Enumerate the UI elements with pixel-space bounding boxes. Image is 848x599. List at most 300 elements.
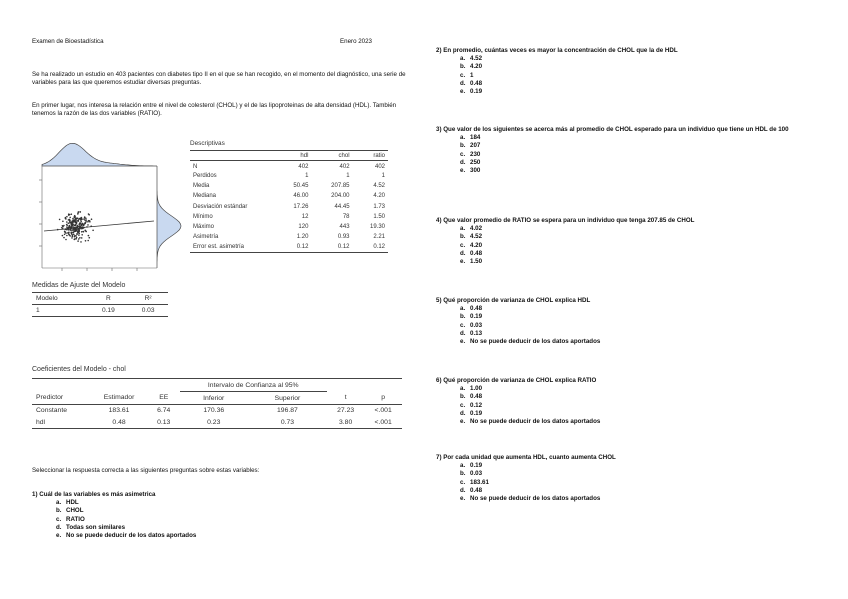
desc-row-label: Mediana — [193, 193, 217, 200]
desc-cell: 1 — [381, 172, 385, 179]
answer-option — [56, 499, 412, 507]
answer-option — [460, 322, 826, 330]
descriptives-table — [190, 140, 388, 253]
option-text: 0.19 — [470, 409, 483, 417]
fit-cell-r2: 0.03 — [128, 305, 168, 317]
scatter-point — [81, 224, 83, 226]
desc-row-label: Desviación estándar — [193, 203, 248, 210]
question-stem: 2) En promedio, cuántas veces es mayor la concentración de CHOL que la de HDL — [436, 47, 678, 54]
desc-cell: 4.52 — [373, 183, 385, 190]
option-text: 250 — [470, 158, 481, 166]
fit-col-model: Modelo — [32, 293, 89, 305]
scatter-point — [77, 231, 79, 233]
answer-option — [460, 330, 826, 338]
scatter-point — [76, 228, 78, 230]
coef-row — [32, 405, 402, 417]
desc-cell: 1 — [346, 172, 350, 179]
option-text: 4.52 — [470, 55, 483, 63]
scatter-point — [79, 237, 81, 239]
desc-row — [190, 232, 388, 242]
scatter-point — [73, 230, 75, 232]
option-letter: e. — [56, 532, 62, 540]
scatter-point — [87, 224, 89, 226]
scatter-point — [77, 240, 79, 242]
option-letter: a. — [56, 499, 62, 507]
scatter-point — [62, 226, 64, 228]
question-stem: 1) Cuál de las variables es más asimetrica — [32, 491, 156, 498]
scatter-point — [64, 231, 66, 233]
coefficients-table — [32, 366, 402, 429]
scatter-point — [89, 237, 91, 239]
option-text: 0.13 — [470, 329, 483, 337]
desc-cell: 78 — [342, 213, 350, 220]
answer-option — [56, 516, 412, 524]
scatter-point — [66, 226, 68, 228]
scatter-point — [77, 213, 79, 215]
desc-col-hdl: hdl — [276, 151, 311, 161]
option-letter: d. — [460, 329, 466, 337]
option-letter: b. — [56, 507, 62, 515]
desc-row — [190, 212, 388, 222]
scatter-point — [59, 219, 61, 221]
answer-option — [460, 151, 826, 159]
descriptives-title: Descriptivas — [190, 140, 225, 147]
scatter-point — [81, 217, 83, 219]
desc-cell: 50.45 — [293, 183, 309, 190]
scatter-point — [76, 218, 78, 220]
option-text: 4.20 — [470, 63, 483, 71]
answer-option — [460, 470, 826, 478]
scatter-point — [76, 234, 78, 236]
answer-option — [460, 167, 826, 175]
model-fit-table — [32, 282, 168, 317]
scatter-point — [88, 213, 90, 215]
question-7 — [436, 454, 826, 503]
scatter-point — [68, 229, 70, 231]
scatter-point — [81, 234, 83, 236]
desc-cell: 2.21 — [373, 234, 385, 241]
ci-header: Intervalo de Confianza al 95% — [180, 379, 327, 392]
option-text: 0.19 — [470, 88, 483, 96]
question-stem: 7) Por cada unidad que aumenta HDL, cuanto aumenta CHOL — [436, 454, 616, 461]
scatter-point — [74, 230, 76, 232]
question-stem: 3) Que valor de los siguientes se acerca más al promedio de CHOL esperado para un individuo que tiene un HDL de 100 — [436, 126, 789, 133]
fit-cell-model: 1 — [32, 305, 89, 317]
option-text: 0.03 — [470, 321, 483, 329]
scatter-point — [62, 221, 64, 223]
desc-row-label: Máximo — [193, 223, 215, 230]
option-letter: d. — [460, 249, 466, 257]
intro-paragraph-1: Se ha realizado un estudio en 403 pacientes con diabetes tipo II en el que se han recogido, en el momento del diagnóstico, una serie de variables para las que queremos estudiar diversas preguntas. — [32, 71, 406, 87]
option-letter: e. — [460, 167, 466, 175]
scatter-point — [72, 235, 74, 237]
scatter-point — [78, 233, 80, 235]
question-6 — [436, 377, 826, 426]
desc-cell: 4.20 — [373, 193, 385, 200]
desc-col-ratio: ratio — [353, 151, 388, 161]
x-axis-ticks — [62, 268, 137, 271]
desc-row-label: Media — [193, 183, 210, 190]
coef-cell: 6.74 — [157, 407, 171, 415]
desc-row — [190, 242, 388, 252]
desc-cell: 443 — [339, 223, 350, 230]
desc-cell: 12 — [301, 213, 309, 220]
question-stem: 5) Qué proporción de varianza de CHOL explica HDL — [436, 297, 591, 304]
coef-cell: 170.36 — [203, 407, 225, 415]
desc-cell: 19.30 — [369, 223, 385, 230]
desc-cell: 44.45 — [334, 203, 350, 210]
scatter-point — [81, 231, 83, 233]
answer-option — [460, 242, 826, 250]
scatter-point — [72, 222, 74, 224]
answer-option — [460, 233, 826, 241]
answer-option — [460, 55, 826, 63]
scatter-point — [70, 229, 72, 231]
option-letter: d. — [56, 523, 62, 531]
desc-cell: 0.93 — [337, 234, 350, 241]
option-text: 0.12 — [470, 401, 483, 409]
desc-cell: 402 — [339, 164, 350, 171]
coef-cell: 0.23 — [180, 417, 248, 429]
option-letter: c. — [56, 515, 62, 523]
option-letter: a. — [460, 305, 466, 313]
scatter-point — [66, 216, 68, 218]
exam-date: Enero 2023 — [340, 38, 372, 45]
scatter-point — [92, 230, 94, 232]
question-3 — [436, 126, 826, 175]
right-density-curve — [157, 166, 181, 268]
fit-col-r: R — [89, 293, 129, 305]
option-text: No se puede deducir de los datos aportados — [66, 532, 197, 540]
desc-cell: 204.00 — [331, 193, 350, 200]
answer-option — [460, 250, 826, 258]
option-letter: c. — [460, 478, 466, 486]
desc-cell: 1 — [305, 172, 309, 179]
option-text: 1.50 — [470, 258, 483, 266]
option-letter: e. — [460, 258, 466, 266]
option-text: No se puede deducir de los datos aportados — [470, 338, 601, 346]
option-text: 183.61 — [470, 478, 489, 486]
desc-cell: 17.26 — [293, 203, 309, 210]
option-text: 0.19 — [470, 462, 483, 470]
scatter-point — [85, 219, 87, 221]
answer-option — [460, 258, 826, 266]
option-text: 1 — [470, 71, 474, 79]
scatter-point — [69, 225, 71, 227]
option-text: 0.48 — [470, 305, 483, 313]
model-fit-title: Medidas de Ajuste del Modelo — [32, 282, 126, 289]
scatter-point — [64, 234, 66, 236]
scatter-point — [79, 211, 81, 213]
scatter-point — [75, 225, 77, 227]
desc-row — [190, 222, 388, 232]
desc-cell: 402 — [298, 164, 309, 171]
answer-option — [460, 63, 826, 71]
scatter-point — [63, 237, 65, 239]
desc-cell: 1.73 — [373, 203, 385, 210]
scatter-point — [87, 240, 89, 242]
answer-option — [56, 507, 412, 515]
regression-line — [44, 221, 154, 231]
coef-cell: <.001 — [374, 407, 392, 415]
scatter-point — [65, 218, 67, 220]
option-text: 207 — [470, 142, 481, 150]
answer-option — [460, 225, 826, 233]
top-density-curve — [42, 143, 157, 166]
scatter-point — [71, 233, 73, 235]
scatter-point — [65, 232, 67, 234]
answer-option — [460, 142, 826, 150]
option-letter: b. — [460, 63, 466, 71]
answer-option — [460, 88, 826, 96]
scatter-point — [84, 217, 86, 219]
scatter-point — [69, 221, 71, 223]
scatter-point — [68, 222, 70, 224]
scatter-point — [71, 237, 73, 239]
option-text: 0.48 — [470, 79, 483, 87]
option-text: 300 — [470, 167, 481, 175]
scatter-point — [69, 235, 71, 237]
intro-paragraph-2: En primer lugar, nos interesa la relación entre el nivel de colesterol (CHOL) y el de las lipoproteinas de alta densidad (HDL). También tenemos la razón de las dos variables (RATIO). — [32, 102, 397, 118]
scatter-point — [89, 221, 91, 223]
scatter-point — [76, 220, 78, 222]
scatter-point — [66, 224, 68, 226]
option-text: 4.20 — [470, 241, 483, 249]
desc-cell: 402 — [374, 164, 385, 171]
scatter-point — [67, 232, 69, 234]
desc-cell: 120 — [298, 223, 309, 230]
scatter-plot-figure — [32, 140, 182, 280]
scatter-point — [91, 218, 93, 220]
answer-option — [56, 532, 412, 540]
option-text: 184 — [470, 134, 481, 142]
option-letter: c. — [460, 321, 466, 329]
desc-row-label: Mínimo — [193, 213, 213, 220]
scatter-point — [85, 231, 87, 233]
desc-row — [190, 191, 388, 201]
option-letter: e. — [460, 495, 466, 503]
coef-col-upper: Superior — [248, 392, 327, 405]
answer-option — [460, 134, 826, 142]
option-letter: b. — [460, 313, 466, 321]
coef-cell: 27.23 — [337, 407, 355, 415]
scatter-point — [84, 222, 86, 224]
coef-row-label: hdl — [32, 417, 90, 429]
desc-row-label: Asimetría — [193, 234, 219, 241]
answer-option — [460, 487, 826, 495]
coef-cell: 0.13 — [148, 417, 180, 429]
answer-option — [460, 479, 826, 487]
option-text: 0.48 — [470, 393, 483, 401]
answer-option — [460, 410, 826, 418]
scatter-point — [73, 226, 75, 228]
question-2 — [436, 47, 826, 96]
coef-cell: 0.73 — [248, 417, 327, 429]
desc-cell: 1.50 — [373, 213, 385, 220]
answer-option — [460, 80, 826, 88]
scatter-point — [79, 218, 81, 220]
y-axis-ticks — [39, 180, 42, 246]
scatter-point — [76, 237, 78, 239]
option-letter: d. — [460, 79, 466, 87]
option-letter: a. — [460, 225, 466, 233]
scatter-point — [78, 238, 80, 240]
fit-col-r2: R² — [128, 293, 168, 305]
option-text: CHOL — [66, 507, 84, 515]
scatter-point — [68, 214, 70, 216]
desc-col-chol: chol — [311, 151, 352, 161]
scatter-point — [87, 221, 89, 223]
question-5 — [436, 297, 826, 346]
option-text: 1.00 — [470, 385, 483, 393]
answer-option — [460, 385, 826, 393]
scatter-point — [83, 218, 85, 220]
coef-cell: 196.87 — [277, 407, 298, 415]
option-text: No se puede deducir de los datos aportados — [470, 418, 601, 426]
option-letter: e. — [460, 338, 466, 346]
option-letter: c. — [460, 241, 466, 249]
question-1 — [32, 491, 412, 540]
scatter-point — [65, 239, 67, 241]
option-text: 230 — [470, 150, 481, 158]
option-text: No se puede deducir de los datos aportados — [470, 495, 601, 503]
scatter-point — [78, 230, 80, 232]
instruction-text: Seleccionar la respuesta correcta a las siguientes preguntas sobre estas variables: — [32, 467, 260, 474]
coefficients-title: Coeficientes del Modelo - chol — [32, 366, 126, 373]
scatter-point — [73, 232, 75, 234]
coef-cell: 0.48 — [90, 417, 148, 429]
answer-option — [460, 72, 826, 80]
option-text: 0.48 — [470, 486, 483, 494]
scatter-point — [66, 221, 68, 223]
scatter-point — [78, 226, 80, 228]
option-letter: e. — [460, 418, 466, 426]
scatter-point — [83, 231, 85, 233]
fit-cell-r: 0.19 — [89, 305, 129, 317]
option-letter: d. — [460, 409, 466, 417]
scatter-point — [72, 218, 74, 220]
option-letter: c. — [460, 150, 466, 158]
scatter-point — [83, 223, 85, 225]
scatter-point — [80, 241, 82, 243]
option-text: 0.03 — [470, 470, 483, 478]
option-letter: a. — [460, 462, 466, 470]
coef-col-p: p — [364, 392, 402, 405]
coef-col-lower: Inferior — [180, 392, 248, 405]
coef-row — [32, 417, 402, 429]
scatter-point — [72, 225, 74, 227]
scatter-point — [74, 239, 76, 241]
coef-col-estimate: Estimador — [90, 392, 148, 405]
question-4 — [436, 217, 826, 266]
scatter-point — [71, 213, 73, 215]
option-letter: b. — [460, 470, 466, 478]
scatter-point — [62, 235, 64, 237]
scatter-point — [85, 240, 87, 242]
option-letter: d. — [460, 158, 466, 166]
option-letter: d. — [460, 486, 466, 494]
answer-option — [460, 393, 826, 401]
option-letter: b. — [460, 233, 466, 241]
exam-title: Examen de Bioestadística — [32, 38, 104, 45]
desc-row-label: Perdidos — [193, 172, 217, 179]
answer-option — [460, 338, 826, 346]
answer-option — [460, 305, 826, 313]
scatter-point — [69, 217, 71, 219]
coef-cell: 183.61 — [108, 407, 130, 415]
desc-row — [190, 171, 388, 181]
scatter-point — [68, 219, 70, 221]
coef-col-se: EE — [148, 392, 180, 405]
answer-option — [460, 313, 826, 321]
question-stem: 4) Que valor promedio de RATIO se espera para un individuo que tenga 207.85 de CHOL — [436, 217, 695, 224]
desc-cell: 1.20 — [296, 234, 309, 241]
scatter-point — [81, 237, 83, 239]
option-text: 0.19 — [470, 313, 483, 321]
scatter-point — [66, 235, 68, 237]
desc-cell: 46.00 — [293, 193, 309, 200]
coef-col-t: t — [327, 392, 364, 405]
desc-cell: 0.12 — [311, 242, 352, 252]
scatter-point — [70, 232, 72, 234]
scatter-point — [78, 224, 80, 226]
scatter-point — [73, 234, 75, 236]
coef-col-predictor: Predictor — [32, 392, 90, 405]
desc-row — [190, 181, 388, 191]
option-text: RATIO — [66, 515, 85, 523]
option-letter: a. — [460, 385, 466, 393]
option-text: 4.02 — [470, 225, 483, 233]
option-letter: e. — [460, 88, 466, 96]
question-stem: 6) Qué proporción de varianza de CHOL explica RATIO — [436, 377, 597, 384]
option-text: 0.48 — [470, 249, 483, 257]
option-letter: c. — [460, 401, 466, 409]
option-text: 4.52 — [470, 233, 483, 241]
option-letter: a. — [460, 134, 466, 142]
scatter-point — [78, 211, 80, 213]
scatter-point — [73, 220, 75, 222]
coef-row-label: Constante — [36, 407, 67, 415]
desc-cell: 0.12 — [353, 242, 388, 252]
answer-option — [460, 418, 826, 426]
desc-row-label: Error est. asimetría — [190, 242, 276, 252]
scatter-point — [76, 223, 78, 225]
desc-row — [190, 161, 388, 171]
answer-option — [460, 159, 826, 167]
coef-cell: <.001 — [364, 417, 402, 429]
scatter-point — [78, 234, 80, 236]
desc-row-label: N — [193, 164, 198, 171]
coef-cell: 3.80 — [327, 417, 364, 429]
scatter-point — [80, 221, 82, 223]
option-letter: a. — [460, 55, 466, 63]
scatter-point — [74, 215, 76, 217]
desc-row — [190, 201, 388, 211]
option-text: HDL — [66, 499, 79, 507]
option-letter: b. — [460, 393, 466, 401]
option-text: Todas son similares — [66, 523, 126, 531]
answer-option — [56, 524, 412, 532]
option-letter: c. — [460, 71, 466, 79]
desc-cell: 0.12 — [276, 242, 311, 252]
answer-option — [460, 495, 826, 503]
desc-cell: 207.85 — [331, 183, 350, 190]
scatter-point — [74, 235, 76, 237]
answer-option — [460, 462, 826, 470]
answer-option — [460, 402, 826, 410]
desc-col-blank — [190, 151, 276, 161]
option-letter: b. — [460, 142, 466, 150]
